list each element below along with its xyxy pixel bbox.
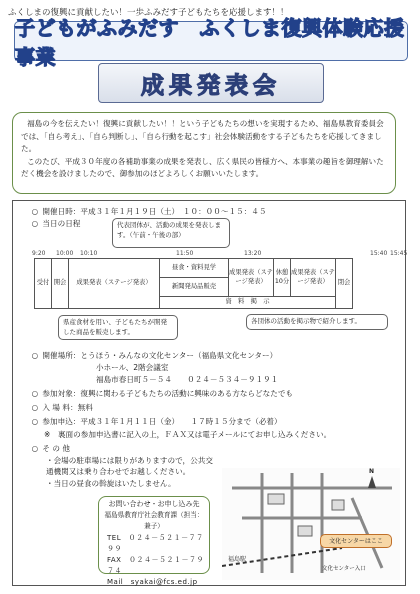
contact-org: 福島県教育庁社会教育課（担当：兼子） xyxy=(104,511,204,531)
tagline: ふくしまの復興に貢献したい！一歩ふみだす子どもたちを応援します！！ xyxy=(8,8,289,18)
callout-products: 県産食材を用い、子どもたちが開発した商品を販売します。 xyxy=(58,315,178,340)
lunch-cell xyxy=(160,259,229,297)
fee-text: 入 場 料：無料 xyxy=(42,403,93,412)
callout-exhibits: 各団体の活動を掲示物で紹介します。 xyxy=(246,314,388,330)
schedule-label: 当日の日程 xyxy=(42,219,81,228)
datetime-text: 開催日時：平成３１年１月１９日（土） １０：００～１５：４５ xyxy=(42,207,267,216)
bullet-icon: ○ xyxy=(31,207,39,216)
schedule-table xyxy=(34,258,353,309)
contact-tel: TEL ０２４－５２１－７７９９ xyxy=(107,533,204,553)
materials-cell: 資 料 掲 示 xyxy=(160,297,336,309)
intro-paragraph-1: 福島の今を伝えたい！復興に貢献したい！！という子どもたちの想いを実現するため、福島県教育委員会では、「自ら考え」、「自ら判断し」、「自ら行動を起こす」社会体験活動をする子どもたちを応援してきました。 xyxy=(21,119,384,153)
datetime-row xyxy=(30,206,266,217)
contact-box xyxy=(98,496,210,587)
time-tick: 9:20 xyxy=(32,250,46,257)
contact-fax: FAX ０２４－５２１－７９７４ xyxy=(107,556,204,576)
page-subtitle: 成果発表会 xyxy=(141,72,281,99)
opening-cell: 開会 xyxy=(52,259,69,309)
time-tick: 15:40 xyxy=(370,250,388,257)
afternoon-session-cell: 成果発表（ステージ発表） xyxy=(229,259,274,297)
deadline-text: 参加申込：平成３１年１月１１日（金） １７時１５分まで（必着） xyxy=(42,417,282,426)
page-title: 子どもがふみだす ふくしま復興体験応援事業 xyxy=(15,16,405,69)
reception-cell: 受付 xyxy=(35,259,52,309)
lunch-label-2: 新聞発局品販売 xyxy=(171,283,217,290)
deadline-row xyxy=(30,416,282,427)
target-text: 参加対象：復興に関わる子どもたちの活動に興味のある方ならどなたでも xyxy=(42,389,294,398)
time-tick: 15:45 xyxy=(390,250,408,257)
contact-title: お問い合わせ・お申し込み先 xyxy=(108,500,200,508)
target-row xyxy=(30,388,293,399)
lunch-label-1: 昼食・資料見学 xyxy=(160,259,228,278)
map-north-label: N xyxy=(369,468,375,475)
break-cell xyxy=(274,259,291,297)
map-exit-label: 文化センター入口 xyxy=(322,566,366,572)
morning-session-cell: 成果発表（ステージ発表） xyxy=(69,259,160,309)
bullet-icon: ○ xyxy=(31,219,39,228)
venue-address: 福島市春日町５－５４ ０２４－５３４－９１９１ xyxy=(96,375,279,384)
title-banner xyxy=(14,16,408,69)
bullet-icon: ○ xyxy=(31,389,39,398)
other-parking: ・会場の駐車場には限りがありますので，公共交通機関又は乗り合わせでお越しください。 xyxy=(46,456,213,476)
map-venue-label: 文化センターはここ xyxy=(320,534,392,548)
map-station-label: 福島駅 xyxy=(228,556,247,563)
time-tick: 10:00 xyxy=(56,250,74,257)
venue-row xyxy=(30,350,277,361)
contact-mail[interactable]: Mail syakai@fcs.ed.jp xyxy=(107,578,198,587)
application-note: ※ 裏面の参加申込書に記入の上，ＦＡＸ又は電子メールにてお申し込みください。 xyxy=(44,430,332,439)
callout-presentation: 代表団体が、活動の成果を発表します。（午前・午後の部） xyxy=(112,218,230,248)
other-label: そ の 他 xyxy=(42,444,71,453)
bullet-icon: ○ xyxy=(31,417,39,426)
other-row xyxy=(30,443,70,454)
other-lunch: ・当日の昼食の斡旋はいたしません。 xyxy=(46,479,176,488)
venue-text: 開催場所：とうほう・みんなの文化センター（福島県文化センター） xyxy=(42,351,278,360)
bullet-icon: ○ xyxy=(31,403,39,412)
break-duration: 10分 xyxy=(274,277,290,285)
time-tick: 13:20 xyxy=(244,250,262,257)
bullet-icon: ○ xyxy=(31,444,39,453)
map-drawing xyxy=(222,468,400,580)
bullet-icon: ○ xyxy=(31,351,39,360)
break-label: 休憩 xyxy=(275,269,289,276)
schedule-row xyxy=(30,218,80,229)
closing-cell: 閉会 xyxy=(336,259,353,309)
venue-room: 小ホール、2階会議室 xyxy=(96,363,169,372)
fee-row xyxy=(30,402,93,413)
time-tick: 10:10 xyxy=(80,250,98,257)
intro-paragraph-2: このたび、平成３０年度の各補助事業の成果を発表し、広く県民の皆様方へ、本事業の趣旨を御理解いただく機会を設けましたので、御参加のほどよろしくお願いいたします。 xyxy=(21,156,384,178)
subtitle-banner xyxy=(98,63,324,103)
afternoon-session-2-cell: 成果発表（ステージ発表） xyxy=(291,259,336,297)
time-tick: 11:50 xyxy=(176,250,194,257)
intro-box xyxy=(12,112,396,194)
access-map xyxy=(222,468,400,580)
